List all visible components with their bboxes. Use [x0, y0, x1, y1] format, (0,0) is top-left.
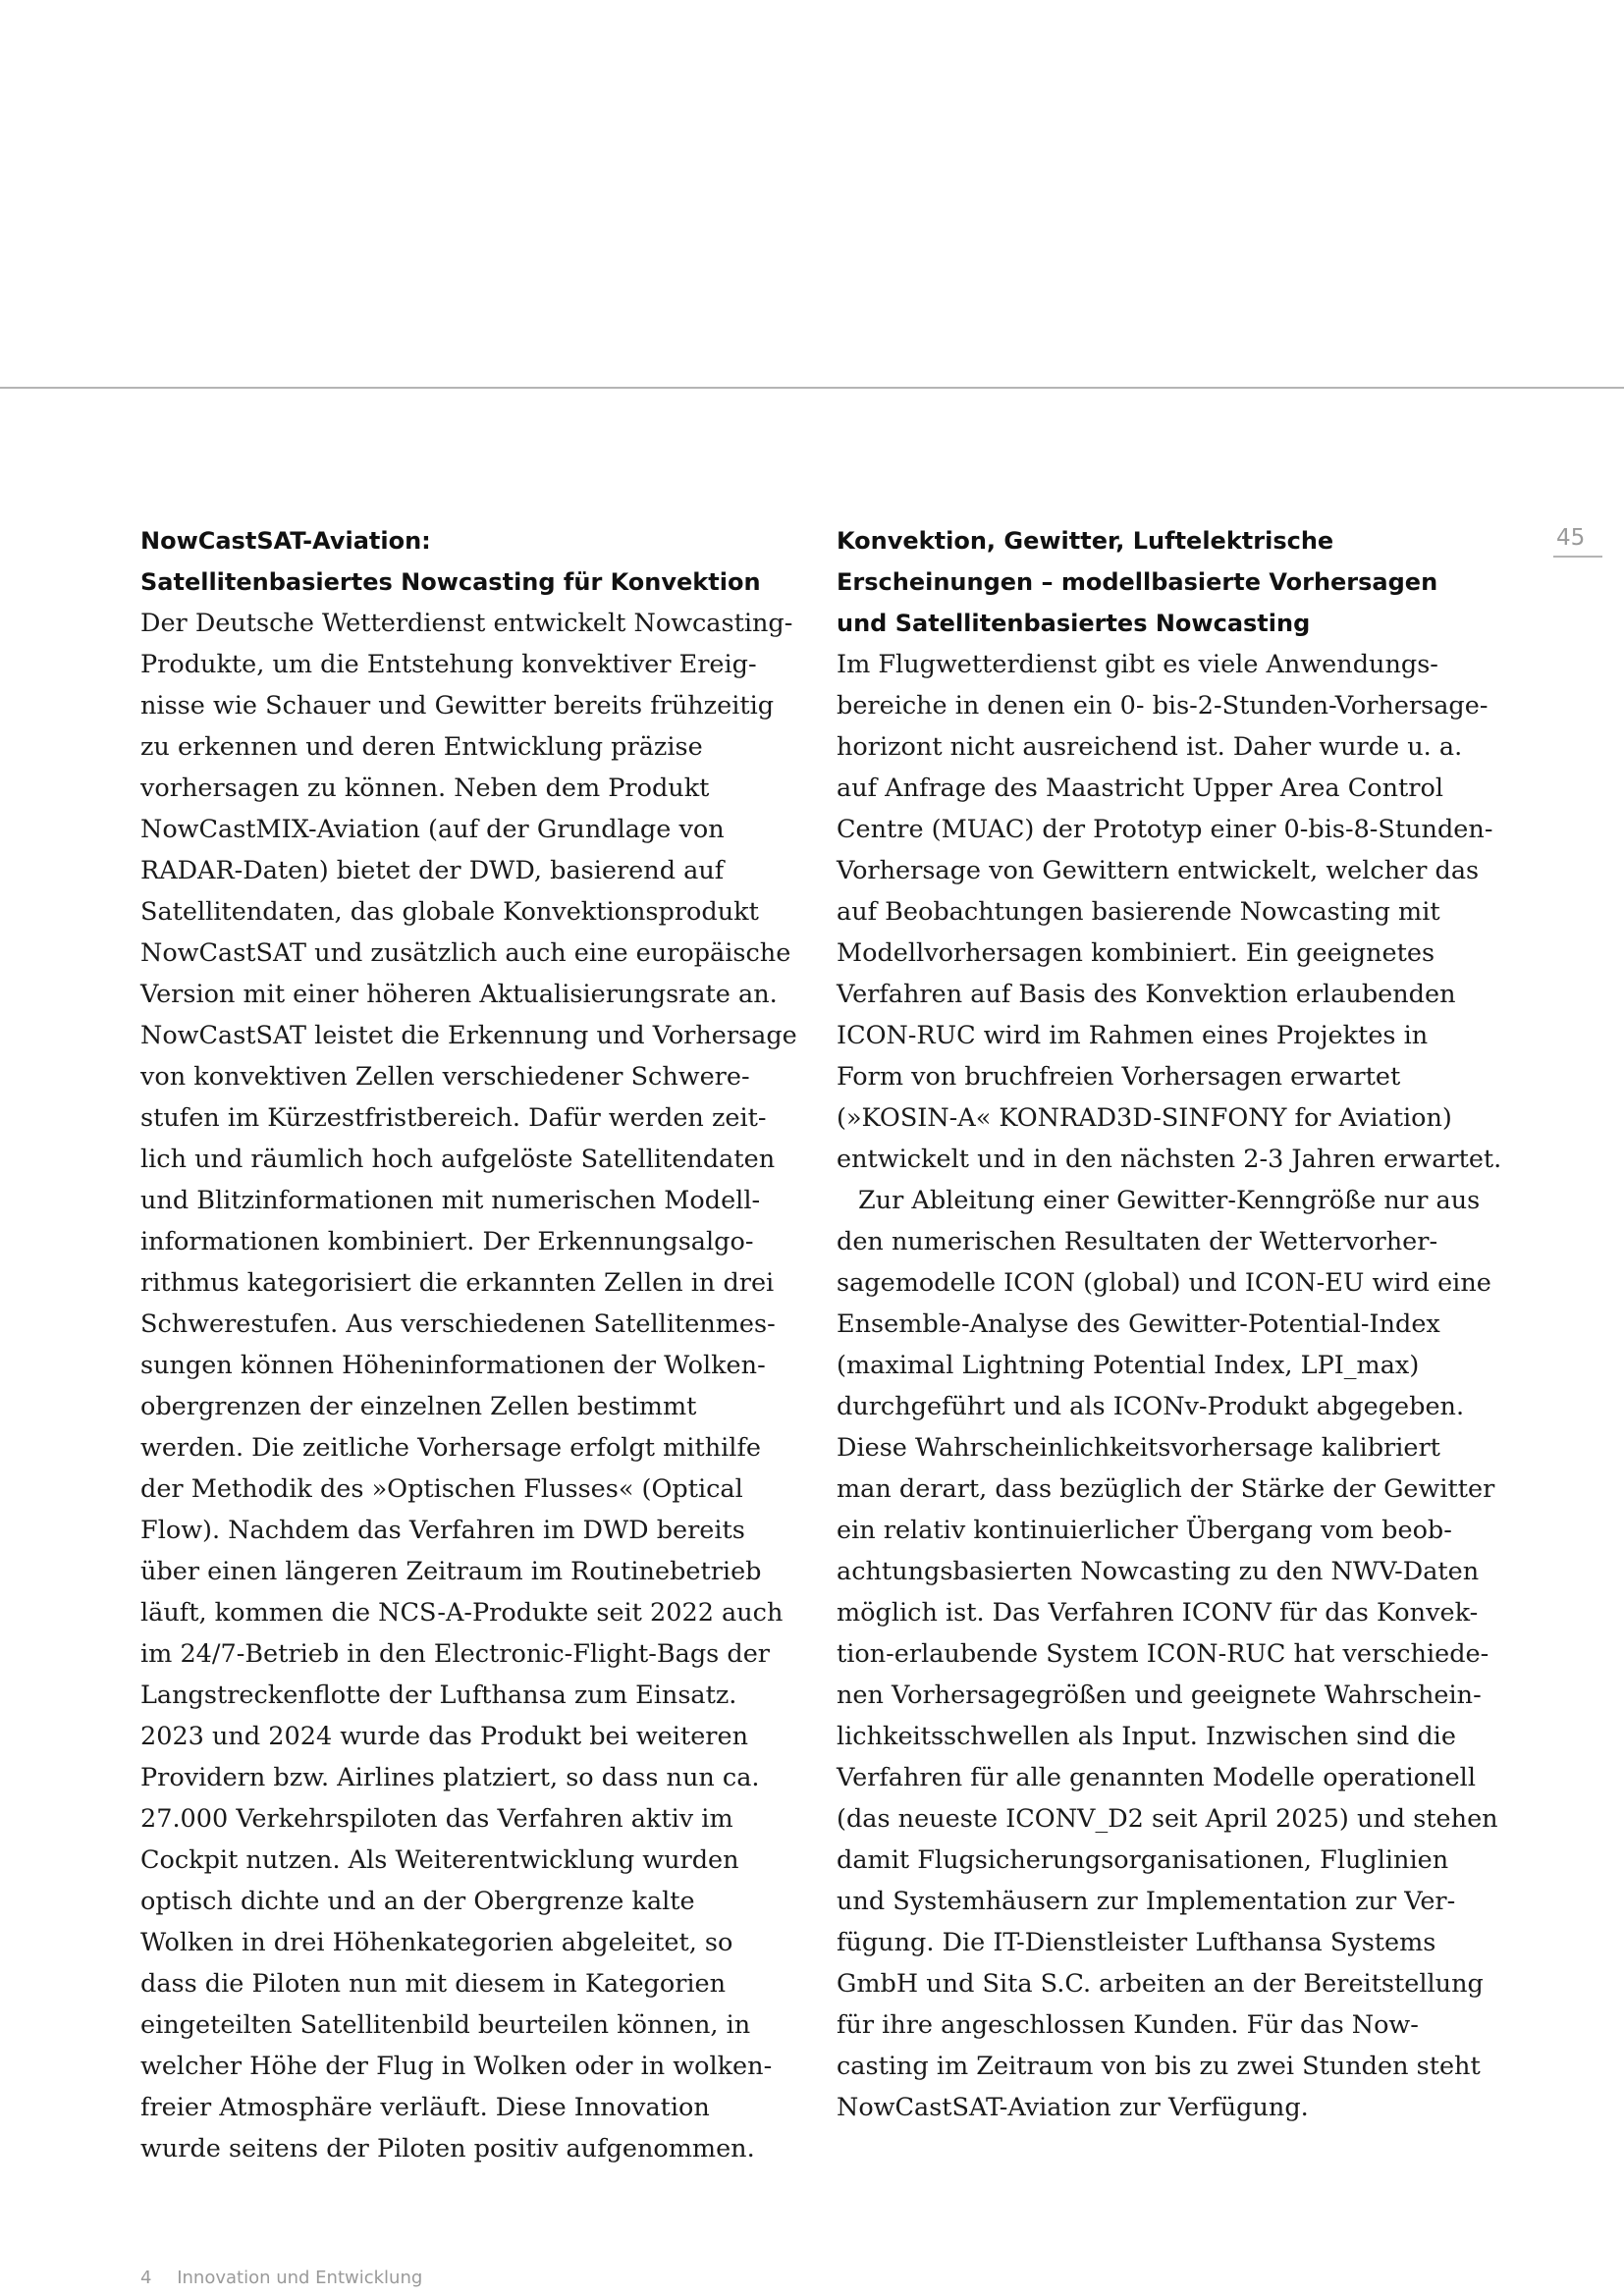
text-line: auf Anfrage des Maastricht Upper Area Control: [837, 774, 1443, 803]
text-line: sungen können Höheninformationen der Wolken-: [140, 1351, 766, 1380]
text-line: für ihre angeschlossen Kunden. Für das Now-: [837, 2010, 1419, 2040]
text-line: Providern bzw. Airlines platziert, so dass nun ca.: [140, 1763, 760, 1792]
text-line: Schwerestufen. Aus verschiedenen Satellitenmes-: [140, 1309, 776, 1339]
left-column-heading: [140, 520, 798, 603]
text-line: stufen im Kürzestfristbereich. Dafür werden zeit-: [140, 1103, 767, 1133]
text-line: wurde seitens der Piloten positiv aufgenommen.: [140, 2134, 755, 2163]
left-column: [140, 520, 798, 2169]
text-line: von konvektiven Zellen verschiedener Schwere-: [140, 1062, 750, 1092]
footer-section-title: Innovation und Entwicklung: [177, 2268, 423, 2288]
text-line: ICON-RUC wird im Rahmen eines Projektes in: [837, 1021, 1429, 1050]
text-line: entwickelt und in den nächsten 2-3 Jahren erwartet.: [837, 1145, 1502, 1174]
text-line: Verfahren auf Basis des Konvektion erlaubenden: [837, 980, 1456, 1009]
text-line: optisch dichte und an der Obergrenze kalte: [140, 1887, 695, 1916]
text-line: (maximal Lightning Potential Index, LPI_max): [837, 1351, 1420, 1380]
text-line: (»KOSIN-A« KONRAD3D-SINFONY for Aviation): [837, 1103, 1452, 1133]
text-line: casting im Zeitraum von bis zu zwei Stunden steht: [837, 2052, 1481, 2081]
text-line: tion-erlaubende System ICON-RUC hat verschiede-: [837, 1639, 1489, 1669]
text-line: Der Deutsche Wetterdienst entwickelt Nowcasting-: [140, 609, 793, 638]
text-line: lichkeitsschwellen als Input. Inzwischen sind die: [837, 1722, 1456, 1751]
text-line: Wolken in drei Höhenkategorien abgeleitet, so: [140, 1928, 733, 1957]
text-line: obergrenzen der einzelnen Zellen bestimmt: [140, 1392, 697, 1421]
footer-number: 4: [140, 2268, 152, 2288]
text-line: 27.000 Verkehrspiloten das Verfahren aktiv im: [140, 1804, 733, 1834]
text-line: Form von bruchfreien Vorhersagen erwartet: [837, 1062, 1401, 1092]
text-line: man derart, dass bezüglich der Stärke der Gewitter: [837, 1474, 1495, 1504]
text-line: Flow). Nachdem das Verfahren im DWD bereits: [140, 1516, 745, 1545]
text-line: achtungsbasierten Nowcasting zu den NWV-Daten: [837, 1557, 1480, 1586]
right-column-body: [837, 644, 1502, 2128]
text-line: damit Flugsicherungsorganisationen, Fluglinien: [837, 1845, 1449, 1875]
text-line: dass die Piloten nun mit diesem in Kategorien: [140, 1969, 727, 1999]
text-line: Diese Wahrscheinlichkeitsvorhersage kalibriert: [837, 1433, 1440, 1463]
text-line: RADAR-Daten) bietet der DWD, basierend auf: [140, 856, 725, 885]
text-line: über einen längeren Zeitraum im Routinebetrieb: [140, 1557, 762, 1586]
header-divider: [0, 387, 1624, 389]
text-line: Im Flugwetterdienst gibt es viele Anwendungs-: [837, 650, 1438, 679]
text-line: der Methodik des »Optischen Flusses« (Optical: [140, 1474, 743, 1504]
text-line: lich und räumlich hoch aufgelöste Satellitendaten: [140, 1145, 776, 1174]
text-line: Version mit einer höheren Aktualisierungsrate an.: [140, 980, 778, 1009]
text-line: Verfahren für alle genannten Modelle operationell: [837, 1763, 1476, 1792]
heading-line: und Satellitenbasiertes Nowcasting: [837, 610, 1311, 637]
text-line: NowCastMIX-Aviation (auf der Grundlage von: [140, 815, 725, 844]
page-number: 45: [1556, 525, 1586, 551]
text-line: eingeteilten Satellitenbild beurteilen können, in: [140, 2010, 751, 2040]
text-line: NowCastSAT und zusätzlich auch eine europäische: [140, 938, 791, 968]
text-line: läuft, kommen die NCS-A-Produkte seit 2022 auch: [140, 1598, 784, 1628]
right-column: [837, 520, 1502, 2128]
page-footer: [140, 2268, 422, 2288]
text-line: informationen kombiniert. Der Erkennungsalgo-: [140, 1227, 754, 1256]
text-line: Produkte, um die Entstehung konvektiver Ereig-: [140, 650, 757, 679]
text-line: 2023 und 2024 wurde das Produkt bei weiteren: [140, 1722, 748, 1751]
left-column-body: [140, 603, 798, 2169]
text-line: GmbH und Sita S.C. arbeiten an der Bereitstellung: [837, 1969, 1484, 1999]
text-line: werden. Die zeitliche Vorhersage erfolgt mithilfe: [140, 1433, 761, 1463]
text-line: Centre (MUAC) der Prototyp einer 0-bis-8-Stunden-: [837, 815, 1493, 844]
heading-line: Erscheinungen – modellbasierte Vorhersagen: [837, 568, 1438, 596]
text-line: freier Atmosphäre verläuft. Diese Innovation: [140, 2093, 710, 2122]
text-line: zu erkennen und deren Entwicklung präzise: [140, 732, 703, 762]
text-line: Modellvorhersagen kombiniert. Ein geeignetes: [837, 938, 1435, 968]
text-line: nen Vorhersagegrößen und geeignete Wahrschein-: [837, 1681, 1482, 1710]
text-line: im 24/7-Betrieb in den Electronic-Flight-Bags der: [140, 1639, 770, 1669]
text-line: vorhersagen zu können. Neben dem Produkt: [140, 774, 710, 803]
heading-line: Satellitenbasiertes Nowcasting für Konvektion: [140, 568, 761, 596]
text-line: Ensemble-Analyse des Gewitter-Potential-Index: [837, 1309, 1440, 1339]
text-line: Cockpit nutzen. Als Weiterentwicklung wurden: [140, 1845, 739, 1875]
text-line: Zur Ableitung einer Gewitter-Kenngröße nur aus: [858, 1186, 1481, 1215]
text-line: und Systemhäusern zur Implementation zur Ver-: [837, 1887, 1456, 1916]
text-line: (das neueste ICONV_D2 seit April 2025) und stehen: [837, 1804, 1498, 1834]
text-line: fügung. Die IT-Dienstleister Lufthansa Systems: [837, 1928, 1436, 1957]
page-number-underline: [1553, 556, 1602, 558]
text-line: nisse wie Schauer und Gewitter bereits frühzeitig: [140, 691, 775, 721]
text-line: und Blitzinformationen mit numerischen Modell-: [140, 1186, 761, 1215]
text-line: bereiche in denen ein 0- bis-2-Stunden-Vorhersage-: [837, 691, 1489, 721]
text-line: auf Beobachtungen basierende Nowcasting mit: [837, 897, 1440, 927]
text-line: Langstreckenflotte der Lufthansa zum Einsatz.: [140, 1681, 737, 1710]
text-line: möglich ist. Das Verfahren ICONV für das Konvek-: [837, 1598, 1479, 1628]
text-line: rithmus kategorisiert die erkannten Zellen in drei: [140, 1268, 775, 1298]
right-column-heading: [837, 520, 1494, 644]
text-line: den numerischen Resultaten der Wettervorher-: [837, 1227, 1438, 1256]
text-line: ein relativ kontinuierlicher Übergang vom beob-: [837, 1516, 1452, 1545]
text-line: NowCastSAT leistet die Erkennung und Vorhersage: [140, 1021, 797, 1050]
text-line: sagemodelle ICON (global) und ICON-EU wird eine: [837, 1268, 1491, 1298]
text-line: welcher Höhe der Flug in Wolken oder in wolken-: [140, 2052, 773, 2081]
text-line: Vorhersage von Gewittern entwickelt, welcher das: [837, 856, 1480, 885]
text-line: durchgeführt und als ICONv-Produkt abgegeben.: [837, 1392, 1465, 1421]
heading-line: NowCastSAT-Aviation:: [140, 527, 431, 555]
text-line: horizont nicht ausreichend ist. Daher wurde u. a.: [837, 732, 1463, 762]
text-line: Satellitendaten, das globale Konvektionsprodukt: [140, 897, 759, 927]
heading-line: Konvektion, Gewitter, Luftelektrische: [837, 527, 1334, 555]
text-line: NowCastSAT-Aviation zur Verfügung.: [837, 2093, 1309, 2122]
